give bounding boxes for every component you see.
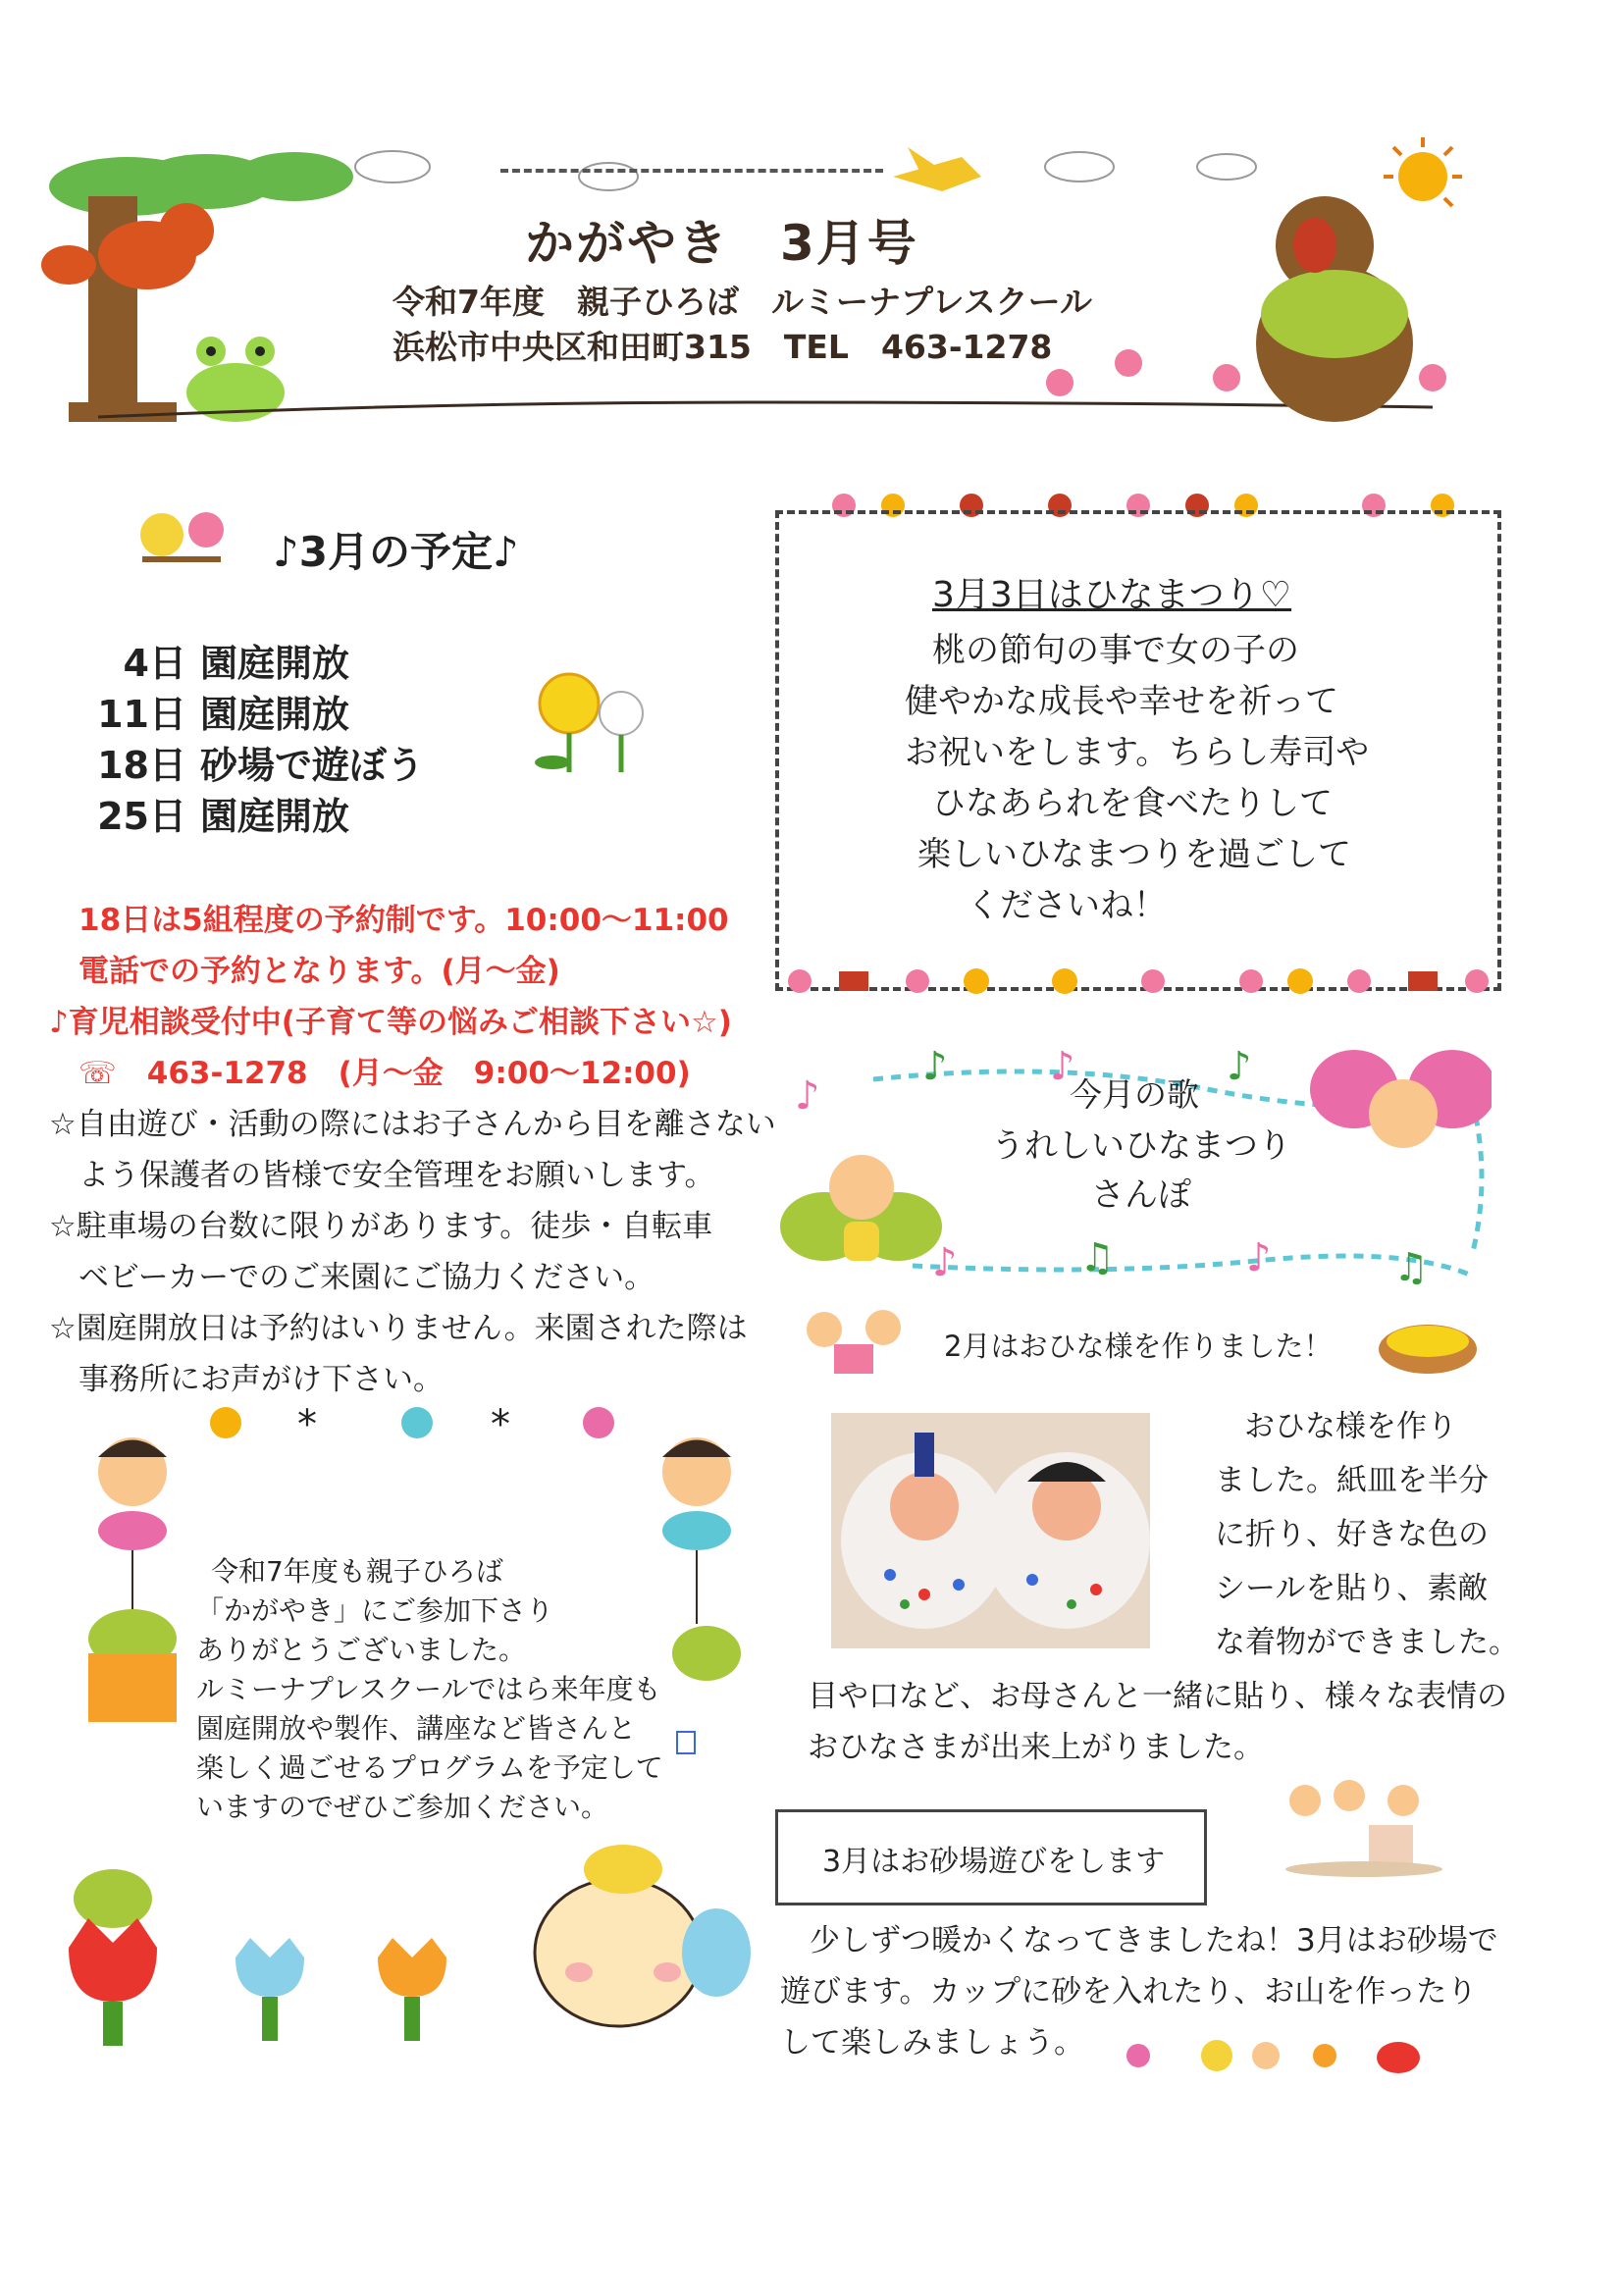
svg-text:♫: ♫ <box>1079 1235 1115 1280</box>
thanks-text: 楽しく過ごせるプログラムを予定して <box>196 1751 663 1784</box>
children-icon <box>800 1300 908 1379</box>
schedule-item <box>79 786 349 840</box>
chirashi-sushi-icon <box>1374 1300 1482 1379</box>
hinamatsuri-text: 楽しいひなまつりを過ごして <box>917 835 1351 874</box>
hinamatsuri-text: 健やかな成長や幸せを祈って <box>905 682 1338 721</box>
parking-note: ☆駐車場の台数に限りがあります。徒歩・自転車 <box>49 1209 713 1244</box>
thanks-text: 園庭開放や製作、講座など皆さんと <box>196 1712 637 1745</box>
svg-text:♪: ♪ <box>922 1044 948 1089</box>
header-organization: 令和7年度 親子ひろば ルミーナプレスクール <box>393 283 1092 321</box>
schedule-item <box>79 633 349 687</box>
schedule-event: 園庭開放 <box>200 642 350 685</box>
sand-heading: 3月はお砂場遊びをします <box>822 1845 1166 1879</box>
schedule-event: 園庭開放 <box>200 693 350 736</box>
sun-icon <box>1384 137 1462 206</box>
schedule-day: 4日 <box>123 642 186 685</box>
thanks-text: 令和7年度も親子ひろば <box>211 1555 503 1588</box>
header-address: 浜松市中央区和田町315 TEL 463-1278 <box>393 328 1053 366</box>
parking-note: ベビーカーでのご来園にご協力ください。 <box>79 1260 655 1295</box>
sand-text: 少しずつ暖かくなってきましたね！3月はお砂場で <box>810 1923 1498 1958</box>
paper-plate-hina-photo <box>831 1413 1150 1648</box>
consultation-note: ♪育児相談受付中(子育て等の悩みご相談下さい☆) <box>49 1005 732 1040</box>
butterfly-icon <box>780 1155 942 1261</box>
song-title: 今月の歌 <box>1070 1075 1199 1114</box>
svg-text:*: * <box>297 1402 317 1447</box>
schedule-heading: ♪3月の予定♪ <box>273 528 519 576</box>
header-dashed-line <box>500 169 883 173</box>
svg-text:♪: ♪ <box>795 1073 820 1119</box>
dandelion-icon <box>528 659 646 777</box>
schedule-day: 11日 <box>97 693 186 736</box>
svg-text:♪: ♪ <box>1227 1044 1252 1089</box>
schedule-event: 園庭開放 <box>200 795 350 838</box>
bee-balloon-icon <box>88 1437 177 1722</box>
hinamatsuri-text: くださいね！ <box>967 886 1167 925</box>
february-text: おひなさまが出来上がりました。 <box>808 1730 1264 1765</box>
thanks-text: ありがとうございました。 <box>196 1634 527 1666</box>
hinamatsuri-text: 桃の節句の事で女の子の <box>932 631 1299 670</box>
hinamatsuri-title: 3月3日はひなまつり♡ <box>932 575 1292 615</box>
safety-note: ☆自由遊び・活動の際にはお子さんから目を離さない <box>49 1107 776 1142</box>
insects-flowers-icon <box>1119 2026 1433 2085</box>
sand-text: 遊びます。カップに砂を入れたり、お山を作ったり <box>780 1974 1478 2009</box>
bird-icon <box>893 147 981 191</box>
february-text: に折り、好きな色の <box>1215 1517 1489 1552</box>
garden-note: 事務所にお声がけ下さい。 <box>79 1362 444 1397</box>
hinamatsuri-text: お祝いをします。ちらし寿司や <box>905 733 1370 772</box>
schedule-day: 18日 <box>97 744 186 787</box>
butterfly-icon <box>1310 1050 1492 1148</box>
thanks-text: ルミーナプレスクールではら来年度も <box>196 1673 661 1705</box>
february-heading: 2月はおひな様を作りました！ <box>944 1330 1333 1363</box>
song-name: さんぽ <box>1091 1175 1191 1215</box>
february-text: おひな様を作り <box>1244 1409 1457 1444</box>
february-text: ました。紙皿を半分 <box>1215 1463 1489 1498</box>
thanks-text: いますのでぜひご参加ください。 <box>196 1791 609 1823</box>
schedule-day: 25日 <box>97 795 186 838</box>
svg-text:♪: ♪ <box>1246 1235 1272 1280</box>
hina-decoration-bottom <box>780 957 1496 1006</box>
svg-text:*: * <box>491 1402 510 1447</box>
hinamatsuri-text: ひなあられを食べたりして <box>932 784 1333 823</box>
svg-text:♪: ♪ <box>932 1240 958 1285</box>
svg-text:♪: ♪ <box>1050 1044 1075 1089</box>
page-title: かがやき 3月号 <box>525 215 918 272</box>
schedule-item <box>79 735 424 789</box>
bee-icon <box>662 1437 741 1753</box>
february-text: な着物ができました。 <box>1215 1625 1519 1660</box>
garden-note: ☆園庭開放日は予約はいりません。来園された際は <box>49 1311 748 1346</box>
safety-note: よう保護者の皆様で安全管理をお願いします。 <box>79 1158 715 1193</box>
february-text: 目や口など、お母さんと一緒に貼り、様々な表情の <box>808 1679 1507 1714</box>
baby-frog-icon <box>520 1825 756 2041</box>
flower-icon <box>210 1407 614 1438</box>
reservation-note: 18日は5組程度の予約制です。10:00～11:00 <box>79 903 729 938</box>
schedule-event: 砂場で遊ぼう <box>200 744 425 787</box>
schedule-item <box>79 684 349 738</box>
sandbox-children-icon <box>1276 1771 1452 1879</box>
bear-icon <box>1256 196 1413 422</box>
sand-text: して楽しみましょう。 <box>780 2025 1084 2061</box>
svg-text:♫: ♫ <box>1393 1245 1429 1290</box>
february-text: シールを貼り、素敵 <box>1215 1571 1489 1606</box>
song-name: うれしいひなまつり <box>991 1126 1291 1166</box>
bird-flower-icon <box>132 496 231 574</box>
tulips-frog-icon <box>54 1859 466 2056</box>
thanks-text: 「かがやき」にご参加下さり <box>196 1594 554 1627</box>
phone-note: ☏ 463-1278 (月～金 9:00～12:00) <box>79 1056 691 1091</box>
reservation-note: 電話での予約となります。(月～金) <box>79 954 560 989</box>
